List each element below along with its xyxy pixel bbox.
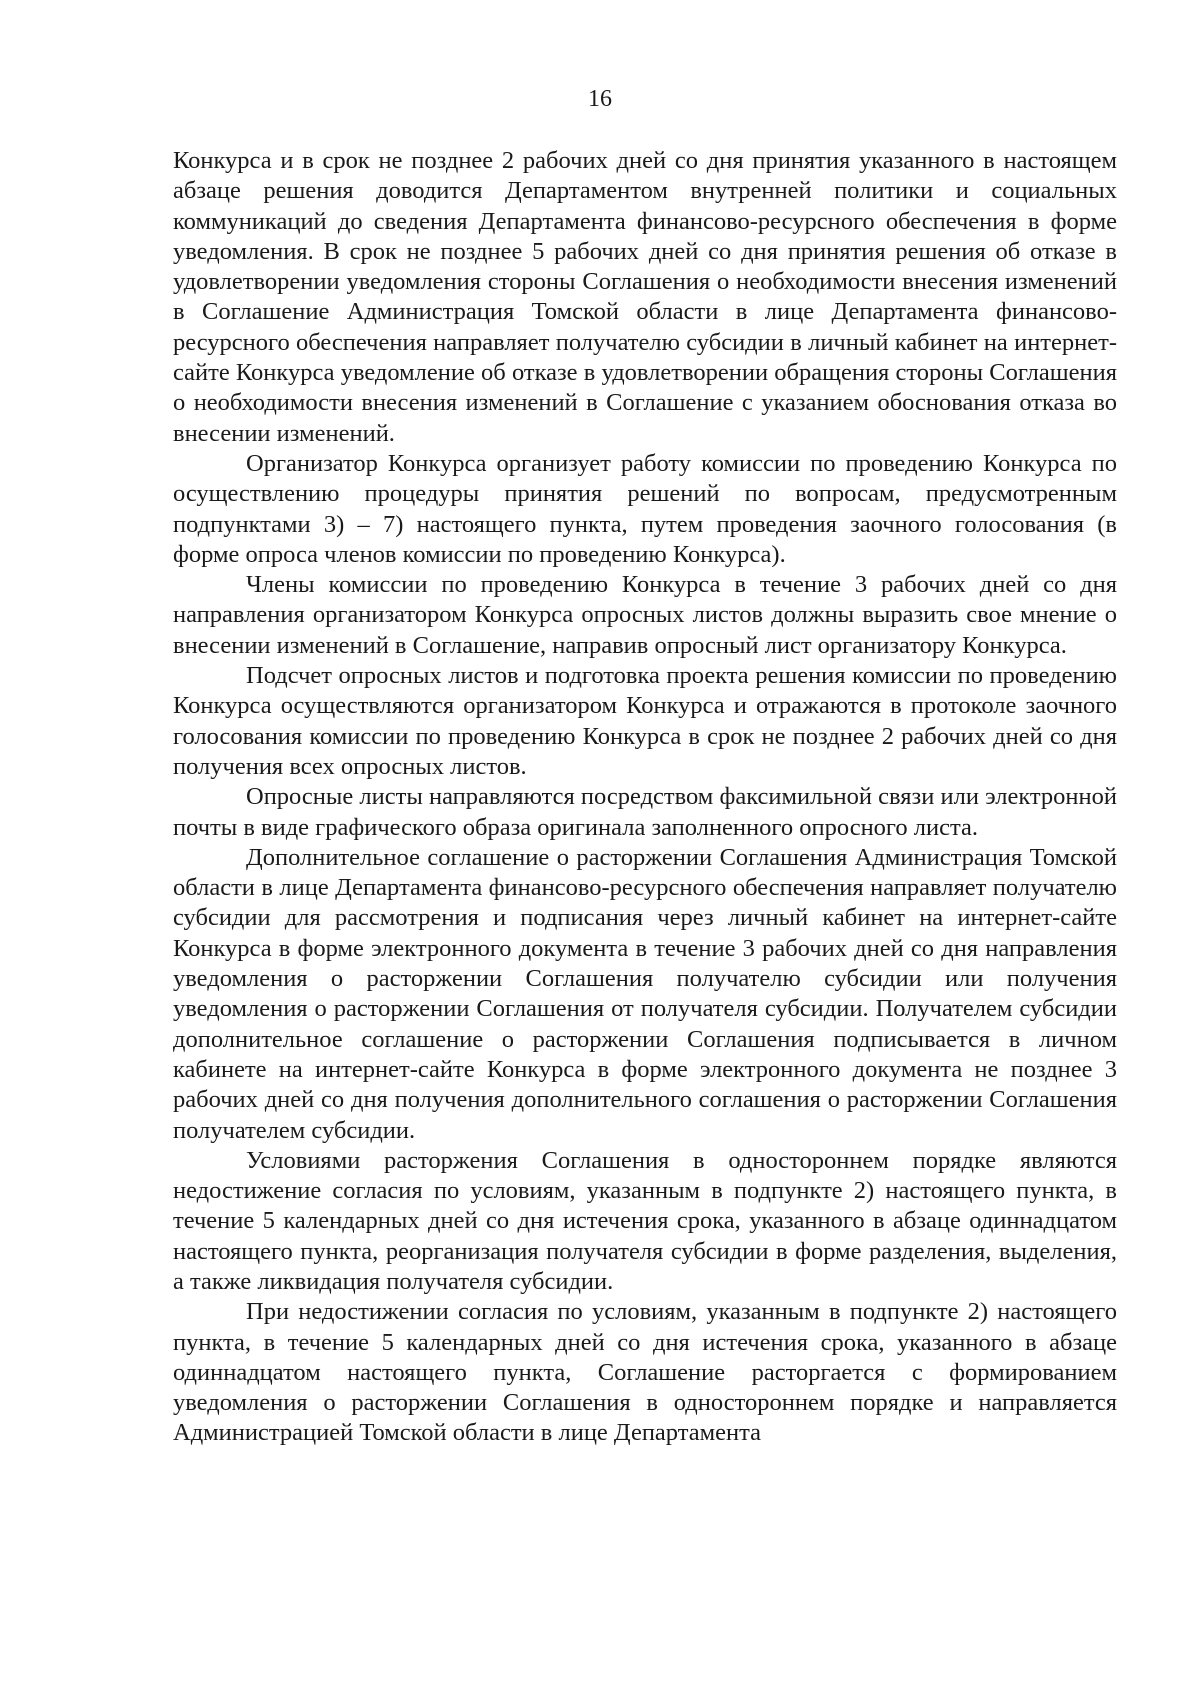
paragraph: Члены комиссии по проведению Конкурса в течение 3 рабочих дней со дня направления организатором Конкурса опросных листов должны выразить свое мнение о внесении изменений в Соглашение, направив опросный лист организатору Конкурса. — [173, 571, 1117, 659]
page-number: 16 — [588, 86, 612, 112]
paragraph: Организатор Конкурса организует работу комиссии по проведению Конкурса по осуществлению процедуры принятия решений по вопросам, предусмотренным подпунктами 3) – 7) настоящего пункта, путем проведения заочного голосования (в форме опроса членов комиссии по проведению Конкурса). — [173, 449, 1117, 568]
paragraph: Дополнительное соглашение о расторжении Соглашения Администрация Томской области в лице Департамента финансово-ресурсного обеспечения направляет получателю субсидии для рассмотрения и подписания через личный кабинет на интернет-сайте Конкурса в форме электронного документа в течение 3 рабочих дней со дня направления уведомления о расторжении Соглашения получателю субсидии или получения уведомления о расторжении Соглашения от получателя субсидии. Получателем субсидии дополнительное соглашение о расторжении Соглашения подписывается в личном кабинете на интернет-сайте Конкурса в форме электронного документа не позднее 3 рабочих дней со дня получения дополнительного соглашения о расторжении Соглашения получателем субсидии. — [173, 843, 1117, 1144]
paragraph-last: При недостижении согласия по условиям, указанным в подпункте 2) настоящего пункта, в течение 5 календарных дней со дня истечения срока, указанного в абзаце одиннадцатом настоящего пункта, Соглашение расторгается с формированием уведомления о расторжении Соглашения в одностороннем порядке и направляется Администрацией Томской области в лице Департамента — [173, 1298, 1117, 1447]
paragraph: Опросные листы направляются посредством факсимильной связи или электронной почты в виде графического образа оригинала заполненного опросного листа. — [173, 783, 1117, 841]
document-body — [173, 146, 1117, 1449]
paragraph-continuation: Конкурса и в срок не позднее 2 рабочих дней со дня принятия указанного в настоящем абзаце решения доводится Департаментом внутренней политики и социальных коммуникаций до сведения Департамента финансово-ресурсного обеспечения в форме уведомления. В срок не позднее 5 рабочих дней со дня принятия решения об отказе в удовлетворении уведомления стороны Соглашения о необходимости внесения изменений в Соглашение Администрация Томской области в лице Департамента финансово-ресурсного обеспечения направляет получателю субсидии в личный кабинет на интернет-сайте Конкурса уведомление об отказе в удовлетворении обращения стороны Соглашения о необходимости внесения изменений в Соглашение с указанием обоснования отказа во внесении изменений. — [173, 147, 1117, 447]
paragraph: Подсчет опросных листов и подготовка проекта решения комиссии по проведению Конкурса осуществляются организатором Конкурса и отражаются в протоколе заочного голосования комиссии по проведению Конкурса в срок не позднее 2 рабочих дней со дня получения всех опросных листов. — [173, 662, 1117, 780]
paragraph: Условиями расторжения Соглашения в одностороннем порядке являются недостижение согласия по условиям, указанным в подпункте 2) настоящего пункта, в течение 5 календарных дней со дня истечения срока, указанного в абзаце одиннадцатом настоящего пункта, реорганизация получателя субсидии в форме разделения, выделения, а также ликвидация получателя субсидии. — [173, 1146, 1117, 1295]
